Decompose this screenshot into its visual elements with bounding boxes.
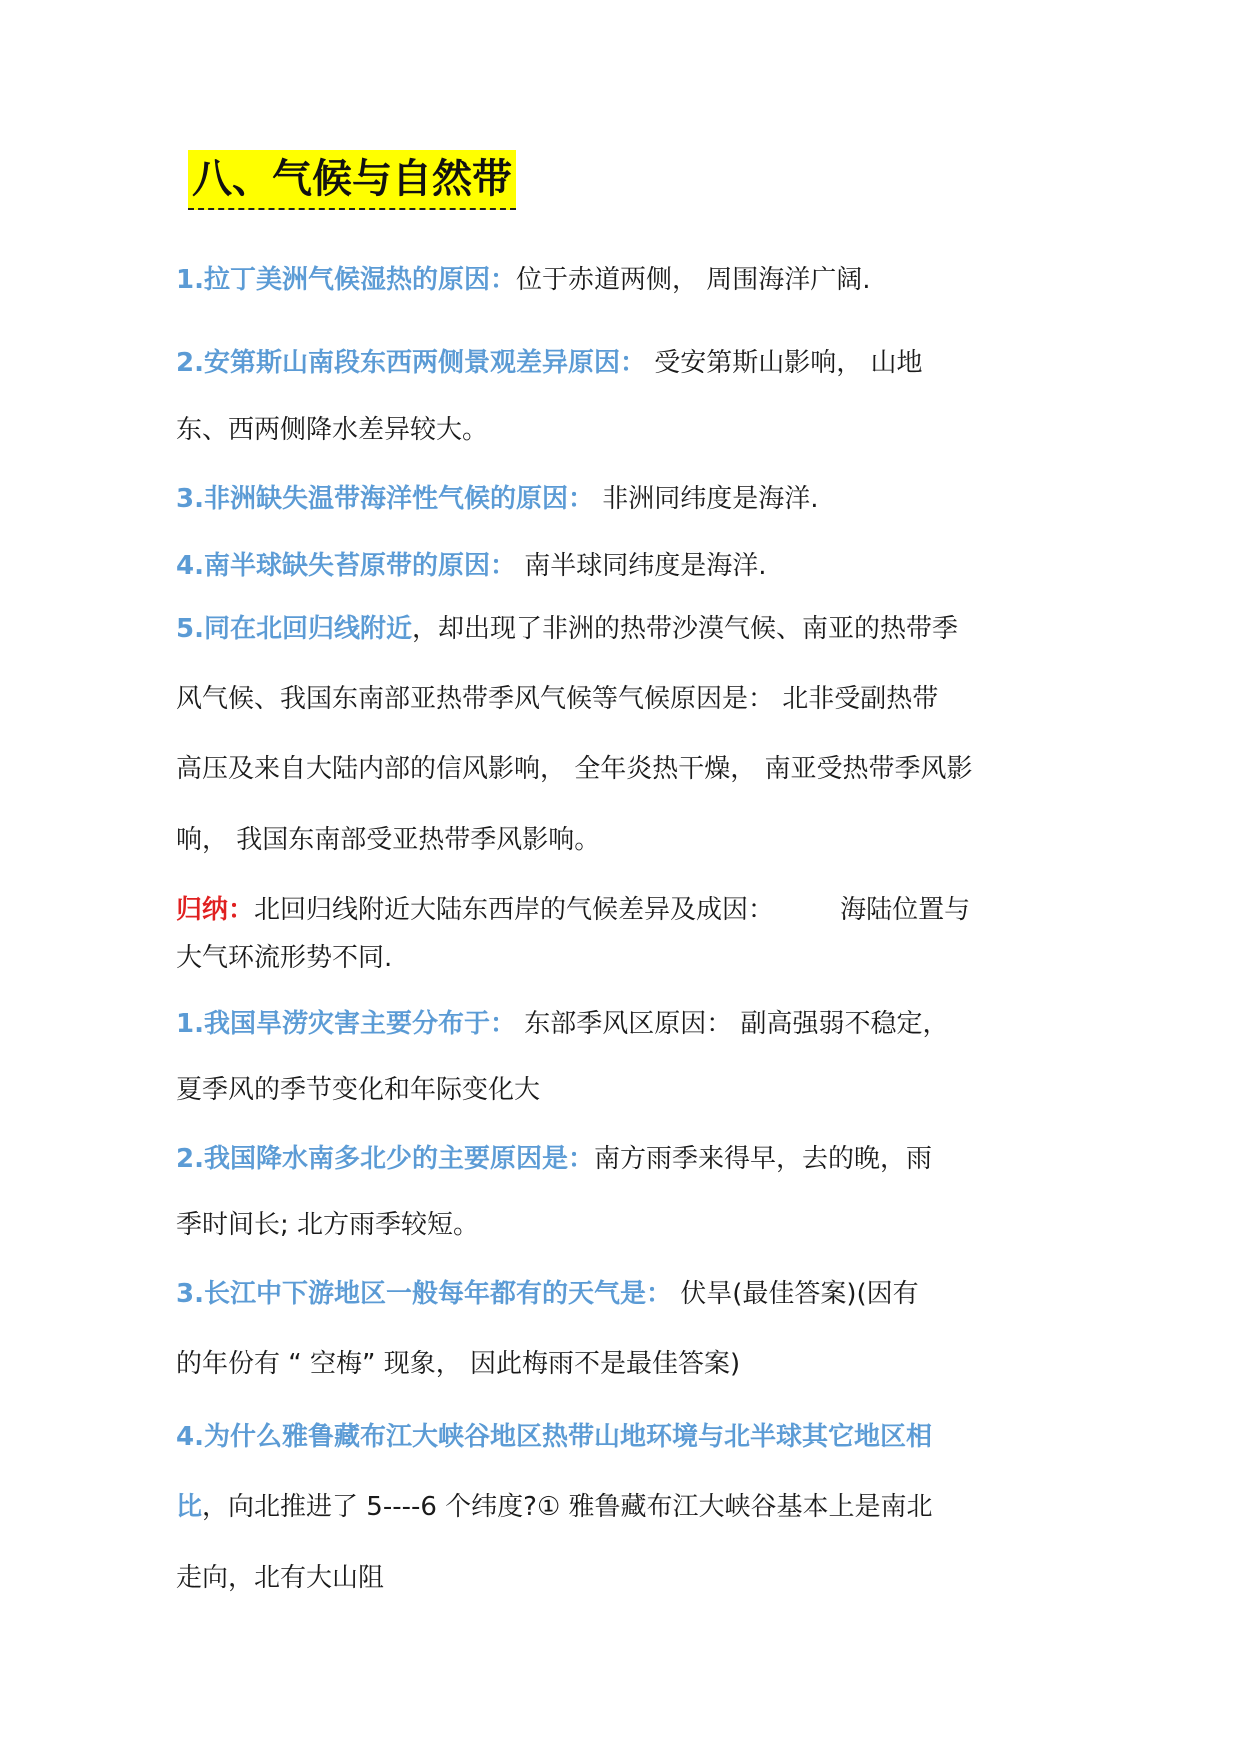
text-line bbox=[176, 681, 1096, 717]
answer-text: 走向，北有大山阻 bbox=[176, 1563, 385, 1593]
answer-text: 南方雨季来得早，去的晚，雨 bbox=[593, 1144, 932, 1174]
question-label: 3.长江中下游地区一般每年都有的天气是： bbox=[176, 1279, 672, 1309]
text-line bbox=[176, 1207, 1096, 1243]
question-label: 4.为什么雅鲁藏布江大峡谷地区热带山地环境与北半球其它地区相 bbox=[176, 1422, 932, 1452]
text-line bbox=[176, 1072, 1096, 1108]
text-line bbox=[176, 1346, 1096, 1382]
question-label: 2.安第斯山南段东西两侧景观差异原因： bbox=[176, 348, 646, 378]
answer-text: 高压及来自大陆内部的信风影响， 全年炎热干燥， 南亚受热带季风影 bbox=[176, 754, 973, 784]
text-line bbox=[176, 611, 1096, 647]
summary-label: 归纳： bbox=[176, 895, 255, 925]
question-label: 1.拉丁美洲气候湿热的原因： bbox=[176, 265, 516, 295]
text-line bbox=[176, 1276, 1096, 1312]
answer-text: 东部季风区原因： 副高强弱不稳定， bbox=[515, 1009, 949, 1039]
text-line bbox=[176, 412, 1096, 448]
answer-text: ，却出现了非洲的热带沙漠气候、南亚的热带季 bbox=[411, 614, 958, 644]
text-line bbox=[176, 822, 1096, 858]
text-line bbox=[176, 892, 1096, 928]
text-line bbox=[176, 1419, 1096, 1455]
answer-text: 响， 我国东南部受亚热带季风影响。 bbox=[176, 825, 601, 855]
text-line bbox=[176, 1560, 1096, 1596]
text-line bbox=[176, 345, 1096, 381]
answer-text: 季时间长; 北方雨季较短。 bbox=[176, 1210, 480, 1240]
answer-text: 位于赤道两侧， 周围海洋广阔. bbox=[515, 265, 871, 295]
answer-text: 南半球同纬度是海洋. bbox=[515, 551, 767, 581]
answer-text: 东、西两侧降水差异较大。 bbox=[176, 415, 489, 445]
question-label: 2.我国降水南多北少的主要原因是： bbox=[176, 1144, 594, 1174]
text-line bbox=[176, 1006, 1096, 1042]
question-label: 5.同在北回归线附近 bbox=[176, 614, 412, 644]
text-line bbox=[176, 1489, 1096, 1525]
answer-text: ，向北推进了 5----6 个纬度?① 雅鲁藏布江大峡谷基本上是南北 bbox=[202, 1492, 933, 1522]
text-line bbox=[176, 940, 1096, 976]
answer-text: 伏旱(最佳答案)(因有 bbox=[671, 1279, 919, 1309]
answer-text: 大气环流形势不同. bbox=[176, 943, 393, 973]
question-label: 比 bbox=[176, 1492, 203, 1522]
text-line bbox=[176, 751, 1096, 787]
answer-text: 风气候、我国东南部亚热带季风气候等气候原因是： 北非受副热带 bbox=[176, 684, 939, 714]
answer-text: 北回归线附近大陆东西岸的气候差异及成因： 海陆位置与 bbox=[254, 895, 971, 925]
answer-text: 受安第斯山影响， 山地 bbox=[645, 348, 923, 378]
question-label: 1.我国旱涝灾害主要分布于： bbox=[176, 1009, 516, 1039]
text-line bbox=[176, 1141, 1096, 1177]
text-line bbox=[176, 262, 1096, 298]
answer-text: 非洲同纬度是海洋. bbox=[593, 484, 819, 514]
question-label: 3.非洲缺失温带海洋性气候的原因： bbox=[176, 484, 594, 514]
answer-text: 夏季风的季节变化和年际变化大 bbox=[176, 1075, 541, 1105]
text-line bbox=[176, 548, 1096, 584]
answer-text: 的年份有 “ 空梅” 现象， 因此梅雨不是最佳答案) bbox=[176, 1349, 741, 1379]
question-label: 4.南半球缺失苔原带的原因： bbox=[176, 551, 516, 581]
text-line bbox=[176, 481, 1096, 517]
section-title: 八、气候与自然带 bbox=[188, 150, 516, 210]
